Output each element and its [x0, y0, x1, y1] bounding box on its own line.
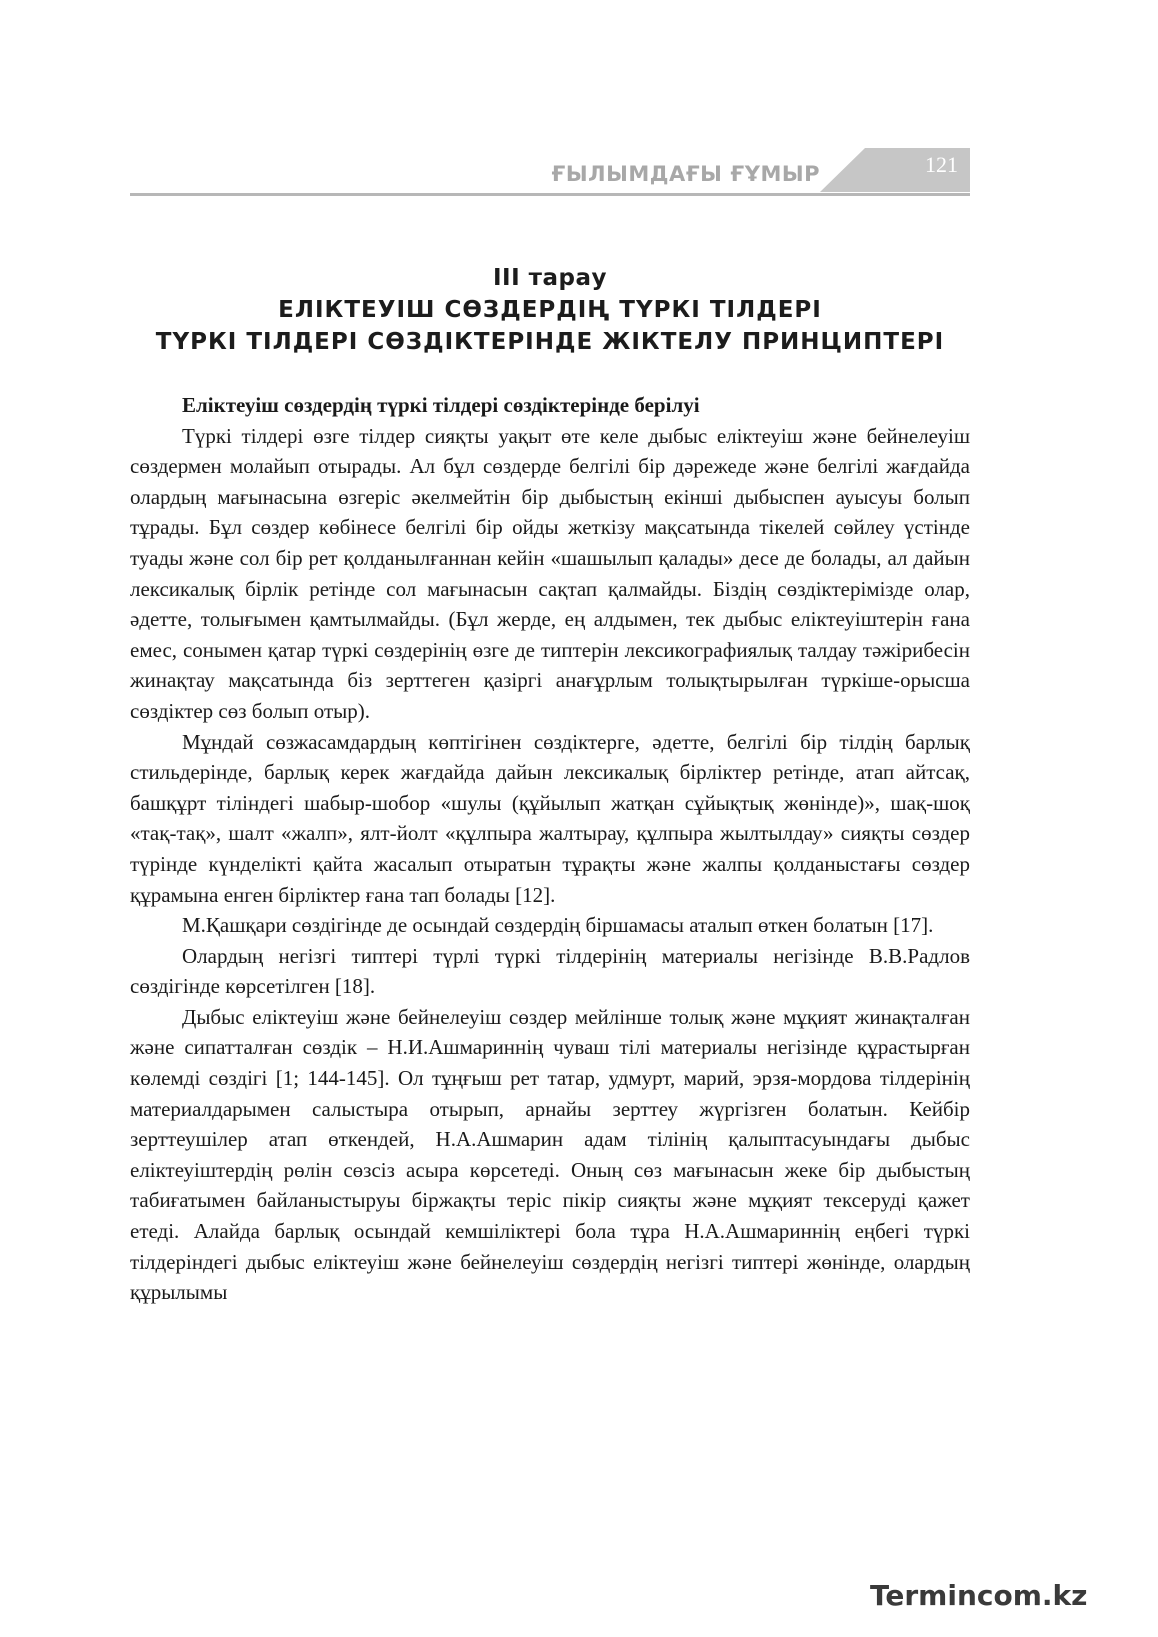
chapter-number: ІІІ тарау — [492, 265, 607, 291]
paragraph-3: М.Қашқари сөздігінде де осындай сөздердің біршамасы аталып өткен болатын [17]. — [182, 913, 934, 938]
chapter-title-line-1: ЕЛІКТЕУІШ СӨЗДЕРДІҢ ТҮРКІ ТІЛДЕРІ — [278, 297, 822, 323]
chapter-heading — [130, 262, 970, 358]
running-title: ҒЫЛЫМДАҒЫ ҒҰМЫР — [551, 162, 820, 186]
running-header — [130, 148, 970, 196]
chapter-title-line-2: ТҮРКІ ТІЛДЕРІ СӨЗДІКТЕРІНДЕ ЖІКТЕЛУ ПРИНЦИПТЕРІ — [155, 329, 945, 355]
header-rule — [130, 193, 970, 196]
paragraph-1: Түркі тілдері өзге тілдер сияқты уақыт өте келе дыбыс еліктеуіш және бейнелеуіш сөздермен молайып отырады. Ал бұл сөздерде белгілі бір дәрежеде және белгілі жағдайда олардың мағынасына өзгеріс әкелмейтін бір дыбыстың екінші дыбыспен ауысуы болып тұрады. Бұл сөздер көбінесе белгілі бір ойды жеткізу мақсатында тікелей сөйлеу үстінде туады және сол бір рет қолданылғаннан кейін «шашылып қалады» десе де болады, ал дайын лексикалық бірлік ретінде сол мағынасын сақтап қалмайды. Біздің сөздіктерімізде олар, әдетте, толығымен қамтылмайды. (Бұл жерде, ең алдымен, тек дыбыс еліктеуіштерін ғана емес, сонымен қатар түркі сөздерінің өзге де типтерін лексикографиялық талдау тәжірибесін жинақтау мақсатында біз зерттеген қазіргі анағұрлым толықтырылған түркіше-орысша сөздіктер сөз болып отыр). — [130, 423, 970, 723]
body-text — [130, 390, 970, 1308]
page-number: 121 — [925, 152, 958, 177]
paragraph-2: Мұндай сөзжасамдардың көптігінен сөздіктерге, әдетте, белгілі бір тілдің барлық стильдерінде, барлық керек жағдайда дайын лексикалық бірліктер ретінде, атап айтсақ, башқұрт тіліндегі шабыр-шобор «шулы (құйылып жатқан сұйықтық жөнінде)», шақ-шоқ «тақ-тақ», шалт «жалп», ялт-йолт «құлпыра жалтырау, құлпыра жылтылдау» сияқты сөздер түрінде күнделікті қайта жасалып отыратын тұрақты және жалпы қолданыстағы сөздер құрамына енген бірліктер ғана тап болады [12]. — [130, 729, 970, 907]
paragraph-5: Дыбыс еліктеуіш және бейнелеуіш сөздер мейлінше толық және мұқият жинақталған және сипатталған сөздік – Н.И.Ашмариннің чуваш тілі материалы негізінде құрастырған көлемді сөздігі [1; 144-145]. Ол тұңғыш рет татар, удмурт, марий, эрзя-мордова тілдерінің материалдарымен салыстыра отырып, арнайы зерттеу жүргізген болатын. Кейбір зерттеушілер атап өткендей, Н.А.Ашмарин адам тілінің қалыптасуындағы дыбыс еліктеуіштердің рөлін сөзсіз асыра көрсетеді. Оның сөз мағынасын жеке бір дыбыстың табиғатымен байланыстыруы біржақты теріс пікір сияқты және мұқият тексеруді қажет етеді. Алайда барлық осындай кемшіліктері бола тұра Н.А.Ашмариннің еңбегі түркі тілдеріндегі дыбыс еліктеуіш және бейнелеуіш сөздердің негізгі типтері жөнінде, олардың құрылымы — [130, 1004, 970, 1305]
section-heading: Еліктеуіш сөздердің түркі тілдері сөздіктерінде берілуі — [182, 393, 700, 417]
watermark-logo: Termincom.kz — [870, 1579, 1088, 1612]
paragraph-4: Олардың негізгі типтері түрлі түркі тілдерінің материалы негізінде В.В.Радлов сөздігінде көрсетілген [18]. — [130, 943, 970, 999]
